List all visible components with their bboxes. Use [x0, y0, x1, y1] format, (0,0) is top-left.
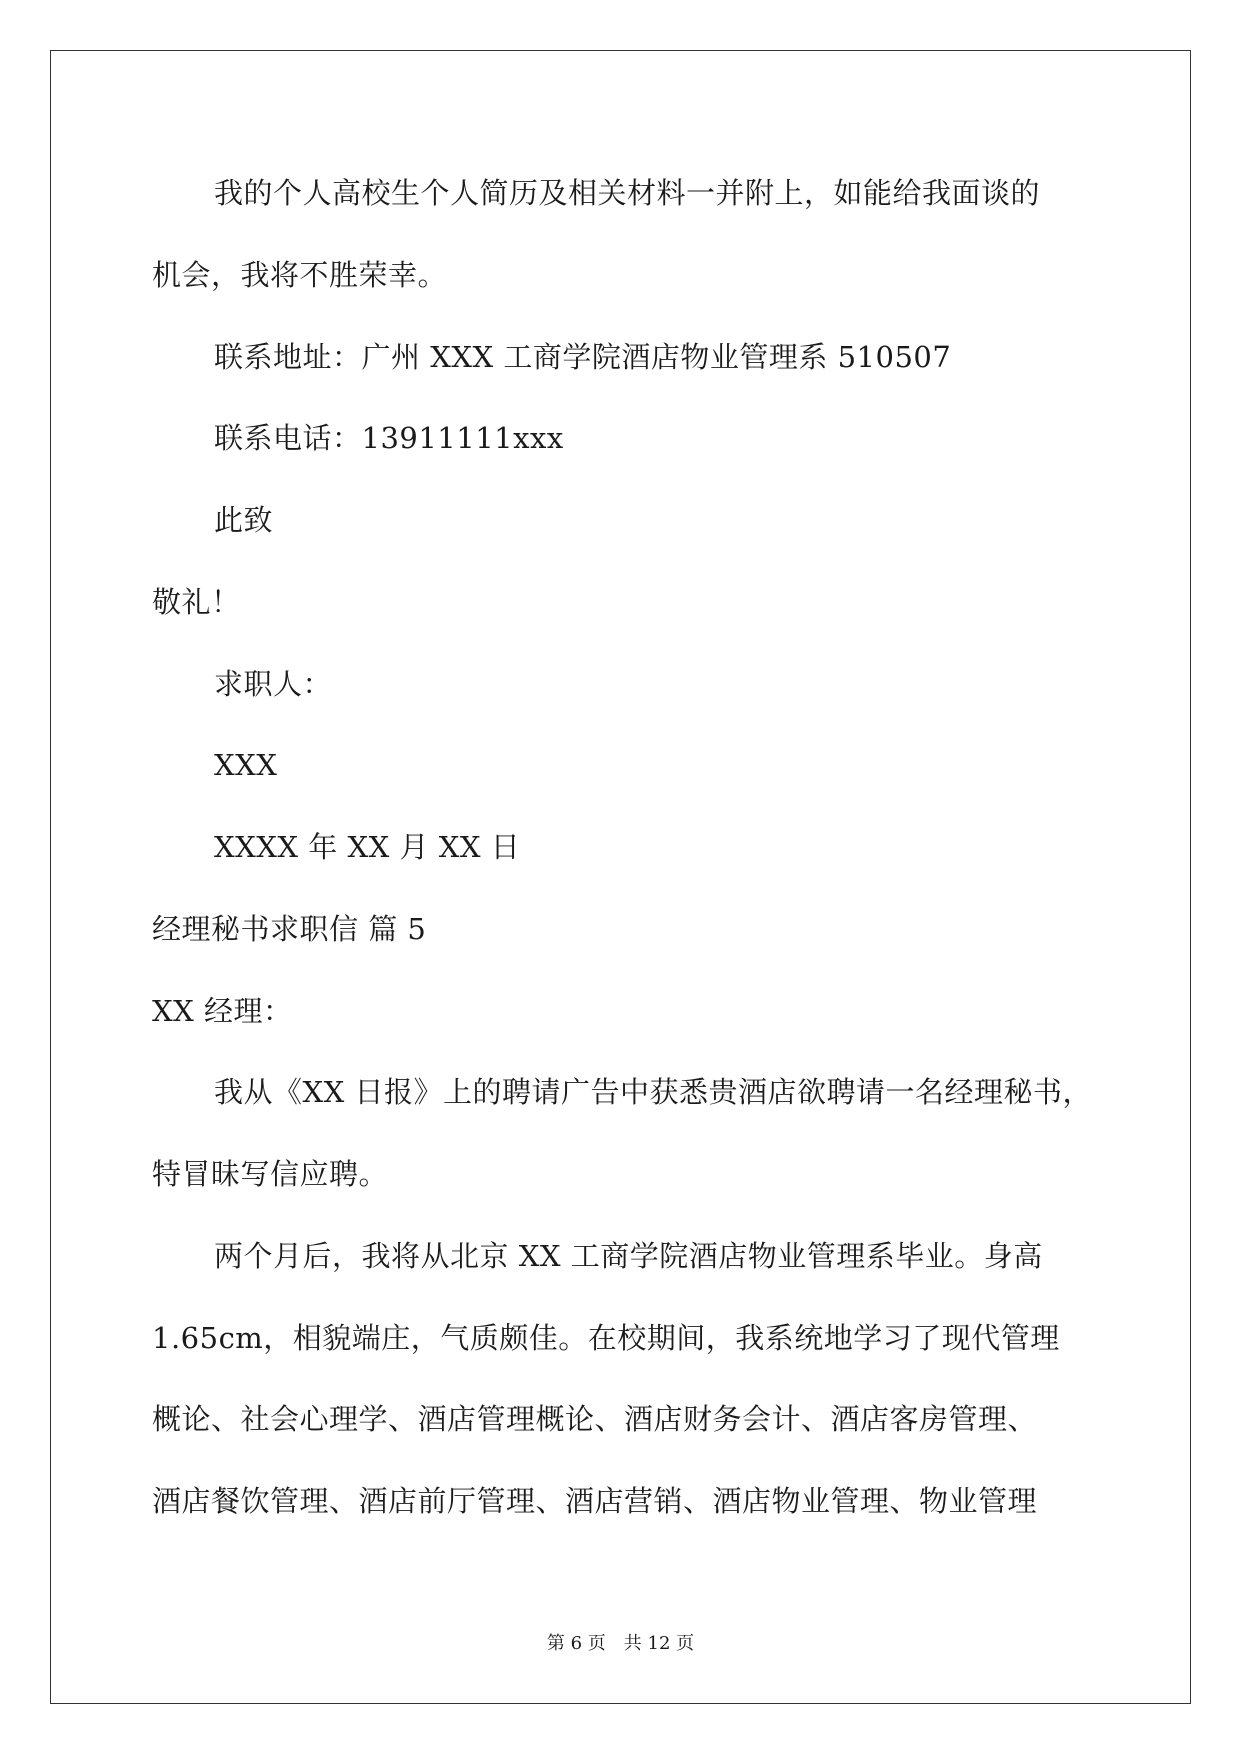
- paragraph-line: 概论、社会心理学、酒店管理概论、酒店财务会计、酒店客房管理、: [152, 1402, 1038, 1436]
- contact-address: 联系地址：广州 XXX 工商学院酒店物业管理系 510507: [214, 340, 952, 374]
- paragraph-line: 两个月后，我将从北京 XX 工商学院酒店物业管理系毕业。身高: [214, 1239, 1043, 1273]
- contact-phone: 联系电话：13911111xxx: [214, 421, 564, 455]
- paragraph-line: 我的个人高校生个人简历及相关材料一并附上，如能给我面谈的: [214, 176, 1041, 210]
- letter-date: XXXX 年 XX 月 XX 日: [214, 830, 521, 864]
- paragraph-line: 1.65cm，相貌端庄，气质颇佳。在校期间，我系统地学习了现代管理: [152, 1321, 1060, 1355]
- page-border: [50, 50, 1191, 1704]
- paragraph-line: 酒店餐饮管理、酒店前厅管理、酒店营销、酒店物业管理、物业管理: [152, 1484, 1038, 1518]
- section-heading: 经理秘书求职信 篇 5: [152, 912, 427, 946]
- applicant-label: 求职人：: [214, 667, 333, 701]
- recipient-greeting: XX 经理：: [152, 994, 293, 1028]
- applicant-name: XXX: [214, 748, 278, 782]
- closing-salutation: 此致: [214, 503, 274, 537]
- closing-regards: 敬礼！: [152, 585, 241, 619]
- paragraph-line: 特冒昧写信应聘。: [152, 1157, 389, 1191]
- paragraph-line: 我从《XX 日报》上的聘请广告中获悉贵酒店欲聘请一名经理秘书，: [214, 1075, 1093, 1109]
- paragraph-line: 机会，我将不胜荣幸。: [152, 258, 448, 292]
- page-number-footer: 第 6 页 共 12 页: [546, 1633, 695, 1654]
